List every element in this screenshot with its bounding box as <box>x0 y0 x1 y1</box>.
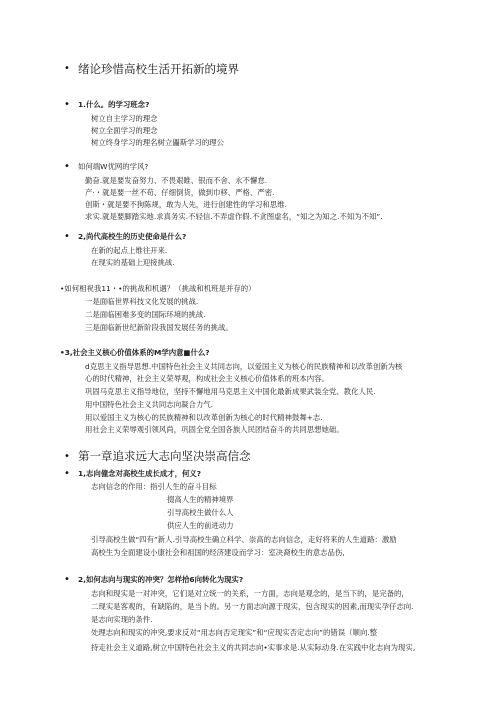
question-3-title: •3,社会主义核心价值体系的M学内意■什么? <box>60 348 210 357</box>
text-line: 二是面临困难多变的国际环境的挑战. <box>85 310 206 319</box>
question-2-title: 2,尚代高校生的历史使命是什么? <box>78 232 187 241</box>
text-line: 在新的起点上维往开来. <box>91 246 168 255</box>
chapter-1-question-1-title: 1,志向僮念对高校生成长成才，何义? <box>78 469 202 478</box>
text-line: 志向信念的作用：指引人生的奋斗目标 <box>91 482 217 491</box>
text-line: 处理志向和现实的冲突,要求反对“用志向否定现实”和“应现实否定志向”的错误（顺向.整 <box>91 628 378 637</box>
text-line: 产·・就是要一丝不苟、仔细倒货，做到巾移、严格、严密. <box>85 188 275 197</box>
text-line: 是志向实现的条件. <box>91 615 153 624</box>
text-line: 创斯・就是要不狗陈规，敢为人先，进行创建性的学习和思维. <box>85 200 287 209</box>
bullet: • <box>64 574 70 585</box>
text-line: 二现实是客观的，有缺陷的，是当卜的。另一方面志向源于现实，包含现实的因素,而现实孕仔志向. <box>91 602 414 611</box>
text-line: 巩固马克思主义指导地位，坚持不懈地用马克思主义中国化最新成果武装全党、教化人民. <box>85 387 376 396</box>
text-line: 掇高人生的精神境界 <box>167 495 234 504</box>
question-1-title: 1.什么。的学习班念? <box>78 100 150 109</box>
text-line: 勤奋.就是要发奋努力、不畏艰睢、银而不舍、永不懈怠. <box>85 176 268 185</box>
bullet: • <box>64 468 70 479</box>
text-line: 志向和现实是一对冲突，它们是对立统一的关系，一方面，志向是观念的，是当下的，是完备的， <box>91 589 409 598</box>
text-line: 持走社会主义道路,树立中国特色社会主义的共同志向•实事求是.从实际动身.在实践中化志向为现实, <box>91 643 416 652</box>
text-line: 在现实的基础上迎接挑战. <box>91 258 175 267</box>
bullet: • <box>64 231 70 242</box>
text-line: 心的时代精神，社会主义荣辱观，构成社会主义核心价值体系的班本内容。 <box>85 374 329 383</box>
bullet: • <box>64 63 70 74</box>
text-line: 用社会主义荣辱观引领风尚，巩固全党全国各族人民团结奋斗的共同思想她础。 <box>85 425 344 434</box>
text-line: 高校生为全面建设小康社会和祖国的经济建设而学习：室决裔校生的意志品伤, <box>91 548 345 557</box>
text-line: d克思主义指导思想.中国特色社会主义共同志向，以爱国主义为核心的民族精神和以改革创新为核 <box>85 362 403 371</box>
bullet: • <box>64 99 70 110</box>
text-line: 供应人生的前进动力 <box>167 521 234 530</box>
bullet: • <box>64 161 70 172</box>
section-heading-intro: 绪论珍惜高校生活开拓新的境界 <box>78 62 239 76</box>
text-line: 一是面临世界科技文化发展的挑战. <box>85 297 199 306</box>
text-line: 三是面临新世纪新阶段我国发展任务的挑战。 <box>85 323 233 332</box>
chapter-1-question-2-title: 2,如何志向与现实的冲突？怎样拾6向转化为现实? <box>78 575 244 584</box>
text-line: 引导高校生做什么人 <box>167 508 234 517</box>
question-challenge-title: •如何相祝我11・•的挑战和机遇？（挑战和机班是并存的） <box>60 284 256 293</box>
text-line: 树立自主学习的理念 <box>91 114 158 123</box>
chapter-1-heading: 第一章追求远大志向坚决崇高信念 <box>78 449 251 463</box>
text-line: 求实.就是要脚踏实地.求真务实.不轻信.不弄虚作假.不贪图虚名，“知之为知之.不知为不知”. <box>85 212 383 221</box>
text-line: 树立终身学习的理名树立儡斯学习的理公 <box>91 138 225 147</box>
text-line: 树立全面学习的理念 <box>91 126 158 135</box>
text-line: 用以爱国主义为核心的民族精神和以改革创新为核心的时代精神鼓舞+志. <box>85 413 323 422</box>
text-line: 引导高校生做“四有”新人.引导高校生确立科学、崇高的志向信念，走好将来的人生道路：激励 <box>91 535 397 544</box>
text-line: 用中国特色社会主义共同志向凝合力气. <box>85 400 213 409</box>
question-style-title: 如何端W优网的学风? <box>78 162 149 171</box>
bullet: • <box>64 451 70 462</box>
